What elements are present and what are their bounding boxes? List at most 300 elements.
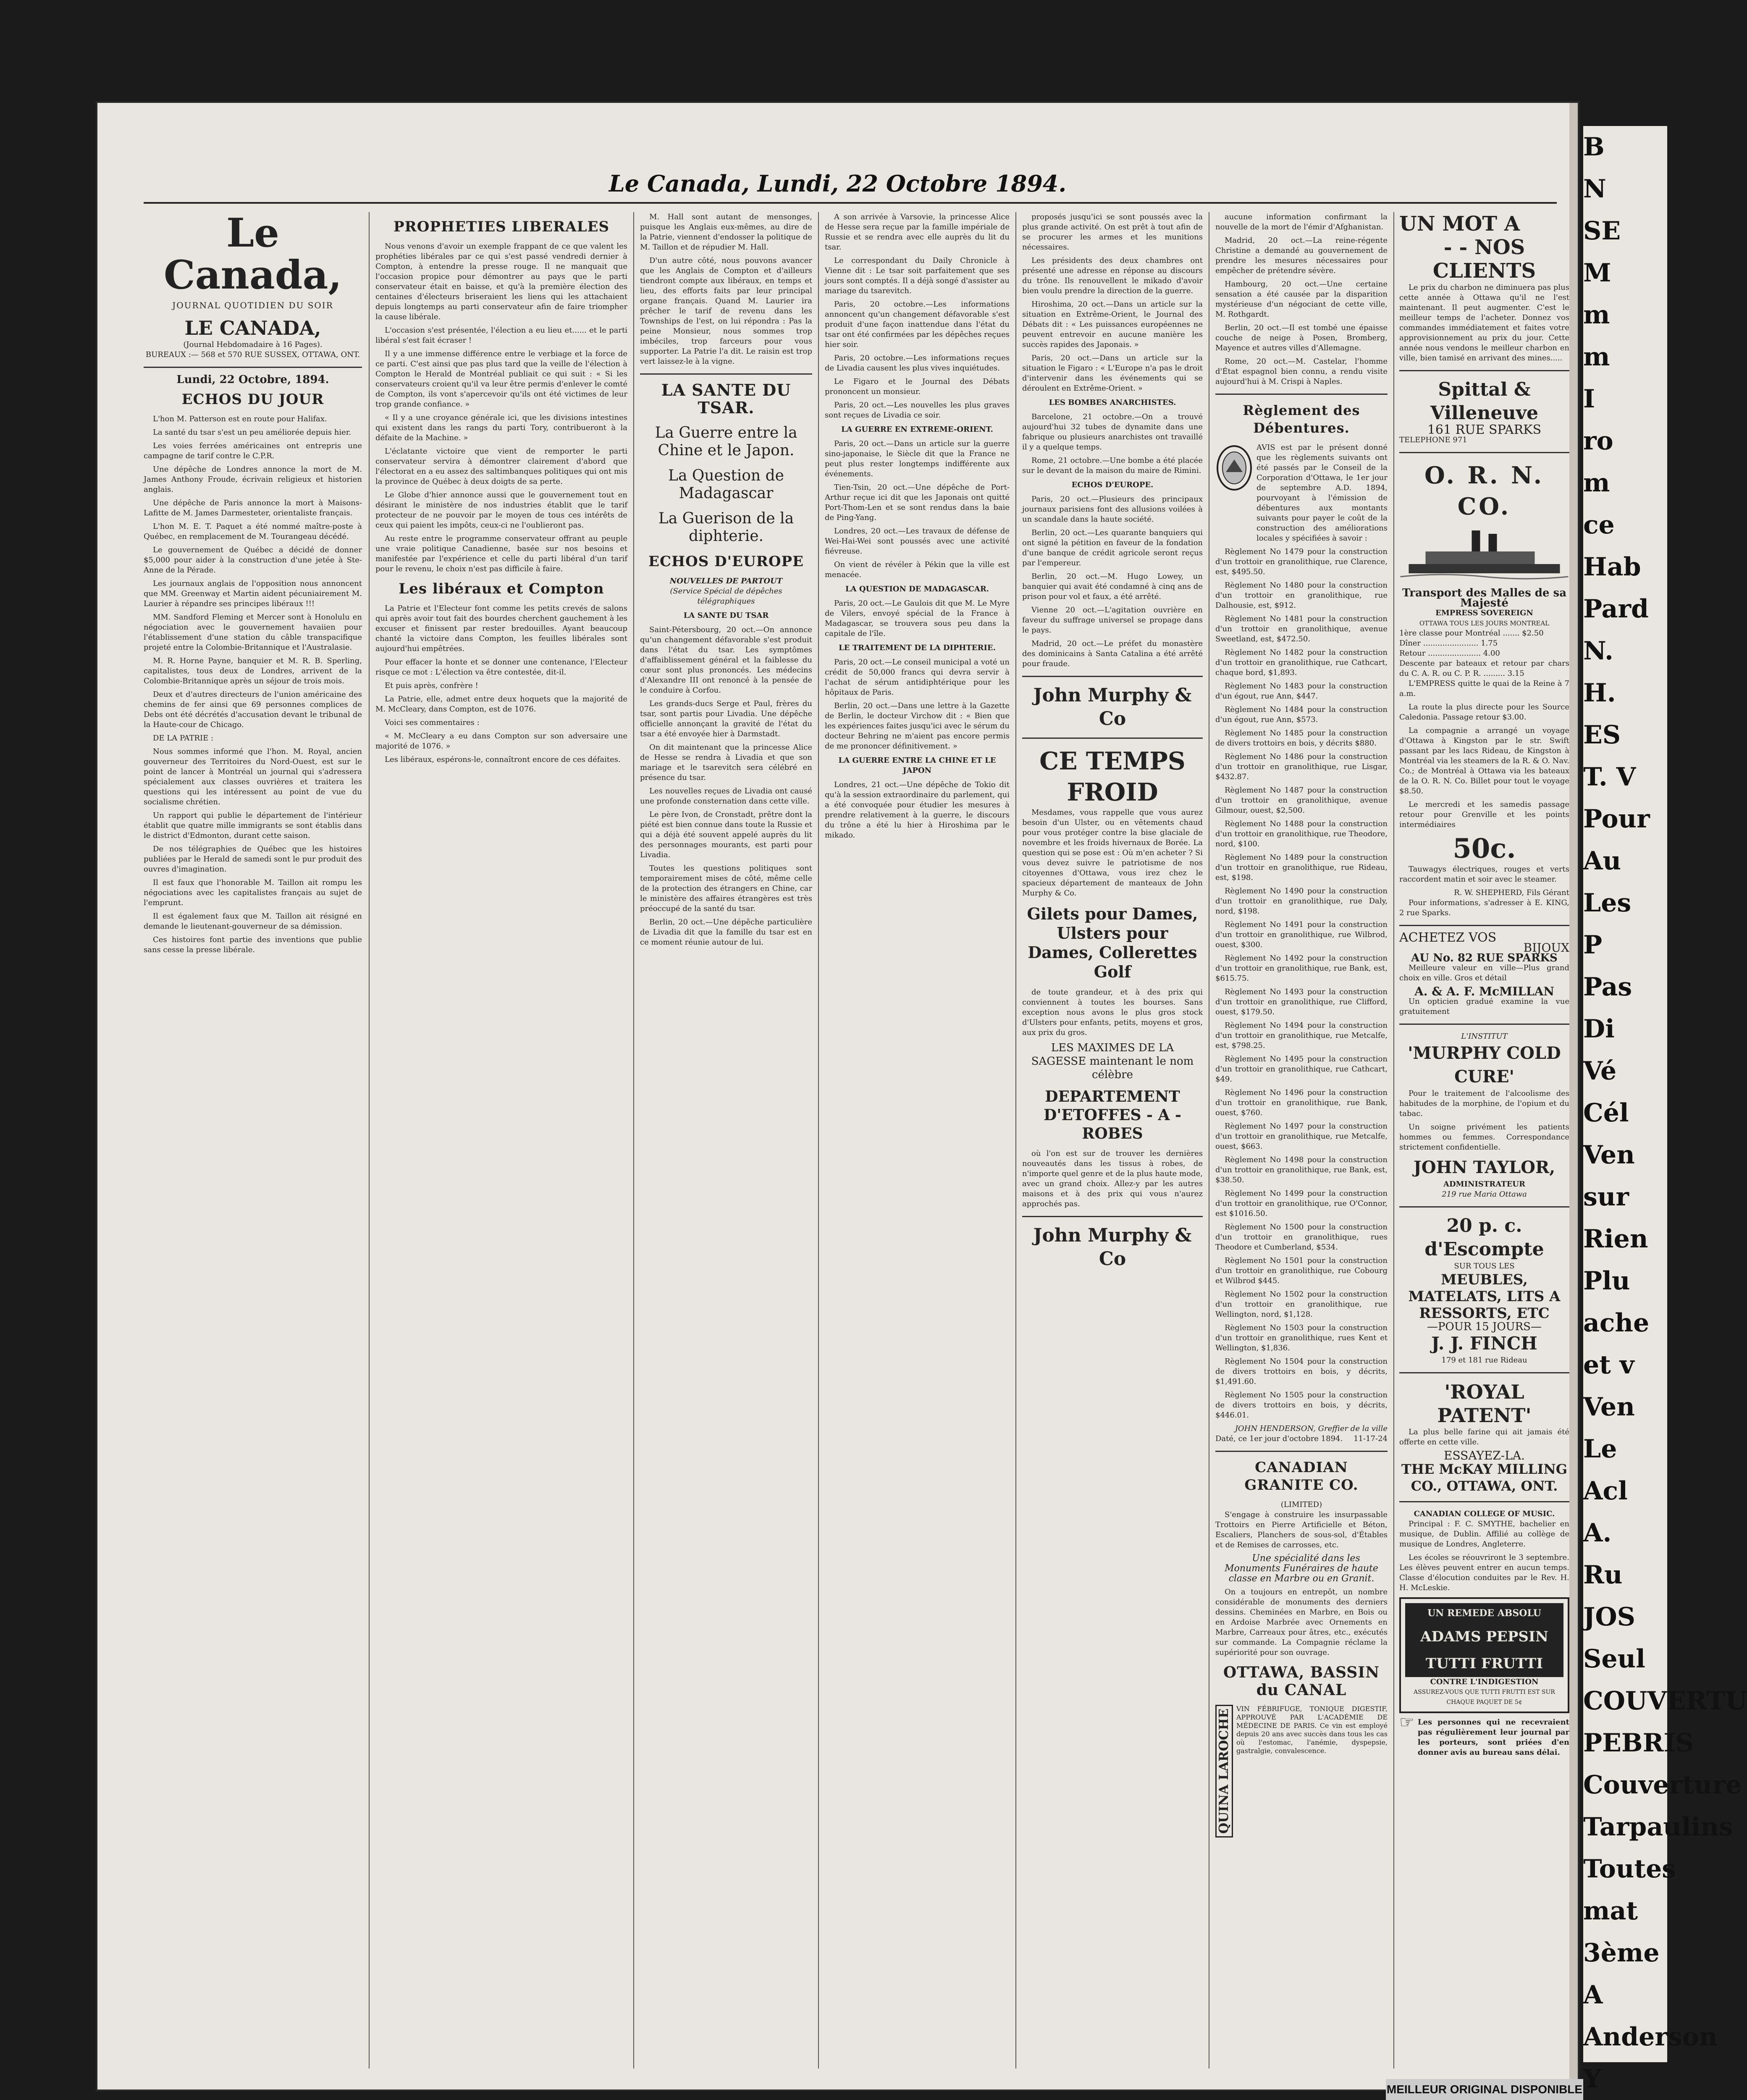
paragraph: Un rapport qui publie le département de l'intérieur établit que quatre mille immigrants se sont établis dans le district d'Edmonton, durant cette saison.	[144, 811, 362, 840]
paragraph: Voici ses commentaires :	[385, 718, 480, 727]
ad-text: SUR TOUS LES	[1454, 1262, 1515, 1270]
adjacent-page-line: Di	[1583, 1014, 1615, 1044]
ad-dress-department: DEPARTEMENT D'ETOFFES - A - ROBES	[1044, 1088, 1181, 1142]
microfilm-stamp: MEILLEUR ORIGINAL DISPONIBLE	[1386, 2079, 1583, 2100]
fare-line: 1ère classe pour Montréal ....... $2.50	[1399, 629, 1544, 638]
ad-text: Un opticien gradué examine la vue gratuitement	[1399, 997, 1569, 1016]
paragraph: Londres, 20 oct.—Les travaux de défense de Wei-Hai-Wei sont poussés avec une activité fiévreuse.	[825, 527, 1010, 556]
paragraph: La Patrie et l'Electeur font comme les petits crevés de salons qui après avoir tout fait des bourdes cherchent gauchement à les excuser et finissent par rester bredouilles. Ayant beaucoup chanté la victoire dans Compton, les feuilles libérales sont aujourd'hui empêtrées.	[375, 604, 627, 653]
article-title: LES BOMBES ANARCHISTES.	[1049, 398, 1176, 407]
ad-text: Tauwagys électriques, rouges et verts raccordent matin et soir avec le steamer.	[1399, 865, 1569, 884]
paragraph: « M. McCleary a eu dans Compton sur son adversaire une majorité de 1076. »	[375, 732, 627, 751]
adjacent-page-line: Seul	[1583, 1644, 1645, 1674]
adjacent-page-line: Plu	[1583, 1266, 1630, 1296]
adjacent-page-line: m	[1583, 300, 1610, 330]
ad-quina	[1215, 1705, 1388, 1838]
paragraph: Saint-Pétersbourg, 20 oct.—On annonce qu'un changement défavorable s'est produit dans l'état du tsar. Les symptômes d'affaiblissement général et la faiblesse du cœur sont plus prononcés. Les médecins d'Alexandre III ont renoncé à la pensée de le conduire à Corfou.	[640, 625, 812, 695]
bylaw-item: Règlement No 1494 pour la construction d'un trottoir en granolithique, rue Metcalfe, est, $798.25.	[1215, 1021, 1388, 1050]
city-seal-icon	[1215, 443, 1253, 493]
ad-text: Meilleure valeur en ville—Plus grand choix en ville. Gros et détail	[1399, 963, 1569, 982]
notice-ref: 11-17-24	[1354, 1434, 1388, 1443]
bylaw-item: Règlement No 1489 pour la construction d'un trottoir en granolithique, rue Rideau, est, $198.	[1215, 853, 1388, 882]
masthead-title: Le Canada, Lundi, 22 Octobre 1894.	[609, 170, 1067, 197]
ad-canal-basin: OTTAWA, BASSIN du CANAL	[1223, 1664, 1380, 1699]
column-2	[375, 212, 627, 2068]
ad-text: Les personnes qui ne recevraient pas régulièrement leur journal par les porteurs, sont priées d'en donner avis au bureau sans délai.	[1417, 1718, 1569, 1757]
article-title: LA GUERRE EN EXTREME-ORIENT.	[841, 425, 993, 434]
ad-pepsin-line: ADAMS PEPSIN	[1405, 1623, 1563, 1650]
paragraph: Berlin, 20 oct.—Dans une lettre à la Gazette de Berlin, le docteur Virchow dit : « Bien que les expériences faites jusqu'ici avec le sérum du docteur Behring ne m'aient pas encore permis de me prononcer définitivement. »	[825, 701, 1010, 751]
paragraph: Les présidents des deux chambres ont présenté une adresse en réponse au discours du trône. Ils renouvellent le mikado d'avoir bien voulu prendre la direction de la guerre.	[1022, 256, 1203, 295]
adjacent-page-line: 3ème A	[1583, 1938, 1660, 2010]
column-7	[1399, 212, 1569, 2068]
bylaw-item: Règlement No 1488 pour la construction d'un trottoir en granolithique, rue Theodore, nord, $100.	[1215, 819, 1388, 848]
ad-address: 161 RUE SPARKS	[1427, 423, 1542, 437]
ad-text: VIN FÉBRIFUGE, TONIQUE DIGESTIF, APPROUVÉ PAR L'ACADÉMIE DE MÉDECINE DE PARIS. Ce vin est employé depuis 20 ans avec succès dans tous les cas où l'estomac, l'anémie, dyspepsie, gastralgie, convalescence.	[1236, 1705, 1388, 1755]
article-body	[825, 657, 1010, 751]
adjacent-page-line: Rien	[1583, 1224, 1648, 1254]
ad-text: On a toujours en entrepôt, un nombre considérable de monuments des derniers dessins. Cheminées en Marbre, en Bois ou en Ardoise Marbrée avec Ornements en Marbre, Carreaux pour âtres, etc., exécutés sur commande. La Compagnie réclame la supériorité pour son ouvrage.	[1215, 1588, 1388, 1657]
ad-text: Un soigne privément les patients hommes ou femmes. Correspondance strictement confidentielle.	[1399, 1123, 1569, 1152]
bylaw-item: Règlement No 1492 pour la construction d'un trottoir en granolithique, rue Bank, est, $615.75.	[1215, 954, 1388, 983]
bylaw-item: Règlement No 1503 pour la construction d'un trottoir en granolithique, rues Kent et Wellington, $1,836.	[1215, 1323, 1388, 1352]
adjacent-page-line: PEBRIS	[1583, 1728, 1694, 1758]
paragraph: Berlin, 20 oct.—Une dépêche particulière de Livadia dit que la famille du tsar est en ce moment réunie autour de lui.	[640, 918, 812, 947]
bylaw-item: Règlement No 1485 pour la construction de divers trottoirs en bois, y décrits $880.	[1215, 729, 1388, 748]
column-rule	[1393, 212, 1394, 2068]
column-6	[1215, 212, 1388, 2068]
ad-vests: Gilets pour Dames, Ulsters pour Dames, Collerettes Golf	[1027, 904, 1198, 981]
subheading: NOUVELLES DE PARTOUT	[669, 577, 783, 585]
ad-orn: O. R. N. CO.	[1424, 462, 1545, 520]
paragraph: Rome, 20 oct.—M. Castelar, l'homme d'État espagnol bien connu, a rendu visite aujourd'hui à M. Crispi à Naples.	[1215, 357, 1388, 386]
ad-transport: Transport des Malles de sa Majesté	[1402, 587, 1567, 609]
ad-quina-title: QUINA LAROCHE	[1215, 1705, 1233, 1838]
article-body	[825, 439, 1010, 580]
adjacent-page-line: I	[1583, 384, 1595, 414]
divider	[1022, 1216, 1203, 1217]
paragraph: L'éclatante victoire que vient de remporter le parti conservateur servira à démontrer clairement d'abord que l'électorat en a eu assez des saltimbanques politiques qui ont mis la province de Québec à deux doigts de sa perte.	[375, 447, 627, 486]
ad-pepsin-line: ASSUREZ-VOUS QUE TUTTI FRUTTI EST SUR CHAQUE PAQUET DE 5¢	[1414, 1689, 1555, 1706]
adjacent-page-line: Pas	[1583, 972, 1632, 1002]
ad-address: AU No. 82 RUE SPARKS	[1411, 952, 1558, 964]
paragraph: Paris, 20 oct.—Plusieurs des principaux journaux parisiens font des allusions voilées à un scandale dans la haute société.	[1022, 495, 1203, 524]
adjacent-page-line: ES	[1583, 720, 1621, 750]
divider	[1399, 452, 1569, 453]
ad-title: - - NOS CLIENTS	[1432, 236, 1536, 283]
article-body	[375, 242, 627, 574]
divider	[1399, 1372, 1569, 1373]
bylaw-item: Règlement No 1486 pour la construction d'un trottoir en granolithique, rue Lisgar, $432.87.	[1215, 752, 1388, 781]
paragraph: Vienne 20 oct.—L'agitation ouvrière en faveur du suffrage universel se propage dans le pays.	[1022, 606, 1203, 635]
masthead-rule	[144, 202, 1557, 204]
paragraph: Pour effacer la honte et se donner une contenance, l'Electeur risque ce mot : L'élection va être contestée, dit-il.	[375, 658, 627, 677]
paragraph: D'un autre côté, nous pouvons avancer que les Anglais de Compton et d'ailleurs tiendront compte aux libéraux, en temps et lieu, des efforts faits par leur principal organe français. Quand M. Laurier ira prêcher le tarif de revenu dans les Townships de l'est, on lui répondra : Pas la peine Monsieur, nous sommes trop imbéciles, trop farceurs pour vous supporter. La Patrie l'a dit. Le raisin est trop vert laissez-le à la vigne.	[640, 256, 812, 366]
paragraph: Deux et d'autres directeurs de l'union américaine des chemins de fer ainsi que 69 personnes complices de Debs ont été décrétés d'accusation devant le tribunal de la Haute-cour de Chicago.	[144, 690, 362, 729]
paragraph: A son arrivée à Varsovie, la princesse Alice de Hesse sera reçue par la famille impériale de Russie et se rendra avec elle auprès du lit du tsar.	[825, 213, 1010, 252]
paragraph: Les nouvelles reçues de Livadia ont causé une profonde consternation dans cette ville.	[640, 787, 812, 806]
paragraph: La Patrie, elle, admet entre deux hoquets que la majorité de M. McCleary, dans Compton, est de 1076.	[375, 695, 627, 714]
bureau-address: BUREAUX :— 568 et 570 RUE SUSSEX, OTTAWA, ONT.	[145, 350, 360, 359]
paragraph: On vient de révéler à Pékin que la ville est menacée.	[825, 560, 1010, 579]
paragraph: Les libéraux, espérons-le, connaîtront encore de ces défaites.	[385, 755, 621, 764]
article-title: ECHOS D'EUROPE.	[1071, 480, 1154, 489]
adjacent-page-line: Ru	[1583, 1560, 1623, 1590]
ad-institute: L'INSTITUT	[1461, 1032, 1508, 1041]
bylaw-list	[1215, 547, 1388, 1420]
ad-admin: ADMINISTRATEUR	[1443, 1180, 1525, 1189]
subheading: La Guerison de la diphterie.	[658, 510, 794, 545]
adjacent-page-line: ache	[1583, 1308, 1650, 1338]
article-body	[1022, 412, 1203, 476]
article-body	[825, 212, 1010, 420]
adjacent-page-line: ce	[1583, 510, 1615, 540]
article-body	[1215, 212, 1388, 387]
ad-furniture: MEUBLES, MATELATS, LITS A RESSORTS, ETC	[1408, 1271, 1561, 1322]
bylaw-item: Règlement No 1484 pour la construction d'un égout, rue Ann, $573.	[1215, 705, 1388, 724]
adjacent-page-line: SE	[1583, 216, 1621, 246]
paragraph: Madrid, 20 oct.—La reine-régente Christine a demandé au gouvernement de prendre les mesures nécessaires pour empêcher de prétendre sévère.	[1215, 236, 1388, 275]
adjacent-page-line: Tarpaulins	[1583, 1812, 1733, 1842]
ad-cold-weather: CE TEMPS FROID	[1039, 747, 1186, 806]
paragraph: Paris, 20 oct.—Dans un article sur la situation le Figaro : « L'Europe n'a pas le droit d'intervenir dans les événements qui se déroulent en Extrême-Orient. »	[1022, 354, 1203, 393]
adjacent-page-line: Anderson	[1583, 2022, 1718, 2052]
bylaw-item: Règlement No 1499 pour la construction d'un trottoir en granolithique, rue O'Connor, est $1016.50.	[1215, 1189, 1388, 1218]
article-body	[375, 604, 627, 765]
ad-price: 50c.	[1453, 833, 1516, 864]
adjacent-page-line: Pard	[1583, 594, 1649, 624]
divider	[1399, 925, 1569, 926]
service-note: (Service Spécial de dépêches télégraphiques	[670, 587, 782, 606]
paragraph: Londres, 21 oct.—Une dépêche de Tokio dit qu'à la session extraordinaire du parlement, qui a été convoquée pour étudier les mesures à prendre relativement à la guerre, le discours du trône a été lu hier à Hiroshima par le mikado.	[825, 780, 1010, 840]
newspaper-logo: Le Canada,	[163, 210, 342, 298]
bylaw-item: Règlement No 1502 pour la construction d'un trottoir en granolithique, rue Wellington, nord, $1,128.	[1215, 1290, 1388, 1319]
ad-subscribers	[1399, 1713, 1569, 1761]
paragraph: De nos télégraphies de Québec que les histoires publiées par le Herald de samedi sont le pur produit des ouvres d'imagination.	[144, 845, 362, 874]
paragraph: Berlin, 20 oct.—Les quarante banquiers qui ont signé la pétition en faveur de la fondation d'une banque de crédit agricole seront reçus par l'empereur.	[1022, 528, 1203, 567]
ad-text: La route la plus directe pour les Source Caledonia. Passage retour $3.00.	[1399, 703, 1569, 722]
ad-college: CANADIAN COLLEGE OF MUSIC.	[1414, 1509, 1555, 1518]
adjacent-page-line: COUVERTU	[1583, 1686, 1747, 1716]
subheading: La Guerre entre la Chine et le Japon.	[655, 424, 797, 459]
adjacent-page-line: m	[1583, 468, 1610, 498]
paragraph: Ces histoires font partie des inventions que publie sans cesse la presse libérale.	[144, 935, 362, 954]
paragraph: Il y a une immense différence entre le verbiage et la force de ce parti. C'est ainsi que pas plus tard que la veille de l'élection à Compton le Herald de Montréal publiait ce qui suit : « Si les conservateurs croient qu'il va leur être permis d'enlever le comté de Compton, ils vont s'apercevoir qu'ils ont été victimes de leur trop grande confiance. »	[375, 349, 627, 409]
ad-phone: TELEPHONE 971	[1399, 436, 1467, 444]
paragraph: Et puis après, confrère !	[385, 681, 478, 690]
paragraph: Nous venons d'avoir un exemple frappant de ce que valent les prophéties libérales par ce qui s'est passé vendredi dernier à Compton, à entendre la presse rouge. Il ne manquait que l'occasion propice pour démontrer au pays que le parti conservateur était en baisse, et qu'à la première élection des centaines d'électeurs briseraient les liens qui les attachaient depuis longtemps au parti conservateur afin de faire triompher la cause libérale.	[375, 242, 627, 321]
paragraph: L'hon M. Patterson est en route pour Halifax.	[153, 415, 327, 423]
paragraph: aucune information confirmant la nouvelle de la mort de l'émir d'Afghanistan.	[1215, 213, 1388, 231]
article-body	[825, 598, 1010, 639]
bylaw-item: Règlement No 1493 pour la construction d'un trottoir en granolithique, rue Clifford, ouest, $179.50.	[1215, 987, 1388, 1016]
ad-pepsin-line: UN REMEDE ABSOLU	[1405, 1603, 1563, 1623]
column-rule	[369, 212, 370, 2068]
adjacent-page-line: N	[1583, 174, 1606, 204]
ad-discount: 20 p. c. d'Escompte	[1424, 1215, 1544, 1260]
bylaw-item: Règlement No 1500 pour la construction d'un trottoir en granolithique, rues Theodore et Cumberland, $534.	[1215, 1223, 1388, 1252]
ad-mcmillan: A. & A. F. McMILLAN	[1414, 984, 1554, 998]
steamship-icon	[1399, 522, 1569, 585]
paragraph: La santé du tsar s'est un peu améliorée depuis hier.	[153, 428, 351, 437]
ad-text: La plus belle farine qui ait jamais été offerte en cette ville.	[1399, 1428, 1569, 1446]
article-body	[825, 780, 1010, 840]
column-5	[1022, 212, 1203, 2068]
ad-text: S'engage à construire les insurpassable Trottoirs en Pierre Artificielle et Béton, Escaliers, Planchers de sous-sol, d'Étables et de Remises de carrosses, etc.	[1215, 1510, 1388, 1549]
column-4	[825, 212, 1010, 2068]
page-fold	[1569, 103, 1578, 2090]
paragraph: Le correspondant du Daily Chronicle à Vienne dit : Le tsar soit parfaitement que ses jours sont comptés. Il a déjà songé d'assister au mariage du tsarevitch.	[825, 256, 1010, 295]
ad-mckay: THE McKAY MILLING CO., OTTAWA, ONT.	[1401, 1461, 1568, 1494]
paragraph: Au reste entre le programme conservateur offrant au peuple une vraie politique Canadienne, basée sur nos besoins et manifestée par l'expérience et celle du parti libéral d'un tarif pour le revenu, le choix n'est pas difficile à faire.	[375, 534, 627, 573]
adjacent-page-line: Ven	[1583, 1392, 1635, 1422]
ad-text: de toute grandeur, et à des prix qui conviennent à toutes les bourses. Sans exception nous avons le plus gros stock d'Ulsters pour enfants, petits, moyens et gros, aux prix du gros.	[1022, 988, 1203, 1037]
fare-line: Dîner ....................... 1.75	[1399, 639, 1498, 648]
paragraph: Paris, 20 octobre.—Les informations reçues de Livadia causent les plus vives inquiétudes.	[825, 354, 1010, 373]
paragraph: Les voies ferrées américaines ont entrepris une campagne de tarif contre le C.P.R.	[144, 441, 362, 460]
paragraph: Paris, 20 oct.—Dans un article sur la guerre sino-japonaise, le Siècle dit que la France ne peut plus rester longtemps indifférente aux événements.	[825, 439, 1010, 478]
bylaw-item: Règlement No 1491 pour la construction d'un trottoir en granolithique, rue Wilbrod, ouest, $300.	[1215, 920, 1388, 949]
ad-text: La compagnie a arrangé un voyage d'Ottawa à Kingston par le str. Swift passant par les lacs Rideau, de Kingston à Montréal via les steamers de la R. & O. Nav. Co.; de Montréal à Ottawa via les bateaux de la O. R. N. Co. Billet pour tout le voyage $8.50.	[1399, 726, 1569, 795]
bylaw-item: Règlement No 1481 pour la construction d'un trottoir en granolithique, avenue Sweetland, est, $472.50.	[1215, 614, 1388, 643]
divider	[640, 373, 812, 375]
paragraph: Berlin, 20 oct.—M. Hugo Lowey, un banquier qui avait été condamné à cinq ans de prison pour vol et faux, a été arrêté.	[1022, 572, 1203, 601]
paragraph: Paris, 20 oct.—Les nouvelles les plus graves sont reçues de Livadia ce soir.	[825, 401, 1010, 420]
fare-line: Retour ...................... 4.00	[1399, 649, 1500, 658]
paragraph: Le gouvernement de Québec a décidé de donner $5,000 pour aider à la construction d'une jetée à Ste-Anne de la Pérade.	[144, 546, 362, 575]
ad-address: 219 rue Maria Ottawa	[1442, 1190, 1527, 1199]
article-title: LA SANTE DU TSAR.	[661, 381, 791, 417]
adjacent-page-line: N.	[1583, 636, 1613, 666]
notice-date: Daté, ce 1er jour d'octobre 1894.	[1215, 1434, 1343, 1443]
adjacent-page-text	[1583, 126, 1747, 2100]
paragraph: Tien-Tsin, 20 oct.—Une dépêche de Port-Arthur reçue ici dit que les Japonais ont quitté Port-Thom-Len et se sont rendus dans la baie de Ping-Yang.	[825, 483, 1010, 522]
adjacent-page-line: Pour	[1583, 804, 1650, 834]
bylaw-item: Règlement No 1479 pour la construction d'un trottoir en granolithique, rue Clarence, est, $495.50.	[1215, 547, 1388, 576]
signature: JOHN HENDERSON, Greffier de la ville	[1235, 1424, 1388, 1433]
weekly-note: (Journal Hebdomadaire à 16 Pages).	[183, 340, 323, 349]
paragraph: MM. Sandford Fleming et Mercer sont à Honolulu en négociation avec le gouvernement havaiien pour l'établissement d'une station du câble transpacifique projeté entre la Colombie-Britannique et l'Australasie.	[144, 613, 362, 652]
ad-days: —POUR 15 JOURS—	[1427, 1320, 1542, 1333]
fare-line: Descente par bateaux et retour par chars du C. A. R. ou C. P. R. ......... 3.15	[1399, 659, 1569, 678]
ad-text: Le mercredi et les samedis passage retour pour Grenville et les points intermédiaires	[1399, 800, 1569, 829]
divider	[1215, 394, 1388, 395]
divider	[1399, 1024, 1569, 1025]
paragraph: Une dépêche de Paris annonce la mort à Maisons-Lafitte de M. James Darmesteter, orientaliste français.	[144, 499, 362, 517]
subheading: ECHOS D'EUROPE	[648, 553, 804, 570]
paragraph: Hiroshima, 20 oct.—Dans un article sur la situation en Extrême-Orient, le Journal des Débats dit : « Les puissances européennes ne peuvent entrevoir en aucune manière les succès rapides des Japonais. »	[1022, 300, 1203, 349]
ad-maxims: LES MAXIMES DE LA SAGESSE maintenant le nom célèbre	[1031, 1042, 1194, 1081]
bylaw-item: Règlement No 1482 pour la construction d'un trottoir en granolithique, rue Cathcart, chaque bord, $1,893.	[1215, 648, 1388, 677]
newspaper-page	[97, 103, 1578, 2090]
adjacent-page-line: Au	[1583, 846, 1621, 876]
ad-murphy-footer: John Murphy & Co	[1033, 1225, 1192, 1270]
paragraph: Il est faux que l'honorable M. Taillon ait rompu les négociations avec les capitalistes français au sujet de l'emprunt.	[144, 878, 362, 907]
adjacent-page-line: H.	[1583, 678, 1616, 708]
paragraph: M. Hall sont autant de mensonges, puisque les Anglais eux-mêmes, au dire de la Patrie, viennent d'endosser la politique de M. Taillon et de répudier M. Hall.	[640, 213, 812, 252]
ad-text: Mesdames, vous rappelle que vous aurez besoin d'un Ulster, ou en vêtements chaud pour vous protéger contre la bise glaciale de novembre et les froids hivernaux de Borée. La question qui se pose est : Où m'en acheter ? Si vous devez suivre le patriotisme de nos citoyennes d'Ottawa, vous irez chez le spacieux département de manteaux de John Murphy & Co.	[1022, 808, 1203, 898]
article-title: LE TRAITEMENT DE LA DIPHTERIE.	[839, 643, 996, 652]
paragraph: L'occasion s'est présentée, l'élection a eu lieu et...... et le parti libéral s'est fait écraser !	[375, 326, 627, 345]
paragraph: DE LA PATRIE :	[153, 734, 214, 743]
paragraph: Le Globe d'hier annonce aussi que le gouvernement tout en désirant le ministère de nos industries établit que le tarif protecteur de ne pouvoir par le moyen de tous ces intérêts de ceux qui paient les impôts, ceux-ci ne l'oublieront pas.	[375, 491, 627, 530]
notice-footer	[1215, 1434, 1388, 1444]
adjacent-page-line: et v	[1583, 1350, 1634, 1380]
paragraph: Berlin, 20 oct.—Il est tombé une épaisse couche de neige à Posen, Bromberg, Mayence et autres villes d'Allemagne.	[1215, 323, 1388, 352]
ad-pepsin-line: CONTRE L'INDIGESTION	[1430, 1677, 1539, 1686]
paragraph: Une dépêche de Londres annonce la mort de M. James Anthony Froude, écrivain religieux et historien anglais.	[144, 465, 362, 494]
column-rule	[633, 212, 634, 2068]
tagline: JOURNAL QUOTIDIEN DU SOIR	[172, 300, 333, 310]
article-title: Les libéraux et Compton	[399, 580, 604, 597]
article-title: Règlement des Débentures.	[1243, 402, 1360, 436]
column-rule	[1015, 212, 1016, 2068]
bylaw-item: Règlement No 1495 pour la construction d'un trottoir en granolithique, rue Cathcart, $49.	[1215, 1055, 1388, 1084]
adjacent-page-line: Le	[1583, 1434, 1617, 1464]
ad-granite-title: CANADIAN GRANITE CO.	[1244, 1459, 1359, 1494]
paragraph: Toutes les questions politiques sont temporairement mises de côté, même celle de la protection des étrangers en Chine, car le ministère des affaires étrangères est très préoccupé de la santé du tsar.	[640, 864, 812, 913]
ad-signature: R. W. SHEPHERD, Fils Gérant	[1454, 888, 1569, 897]
article-title: LA QUESTION DE MADAGASCAR.	[845, 585, 989, 593]
ad-royal-patent: 'ROYAL PATENT'	[1437, 1381, 1532, 1427]
article-body	[1022, 494, 1203, 669]
paragraph: « Il y a une croyance générale ici, que les divisions intestines qui existent dans les rangs du parti Tory, contribueront à la défaite de la Machine. »	[375, 413, 627, 442]
ad-address: 179 et 181 rue Rideau	[1441, 1356, 1527, 1365]
paragraph: proposés jusqu'ici se sont poussés avec la plus grande activité. On est prêt à tout afin de se procurer les armes et les munitions nécessaires.	[1022, 213, 1203, 252]
ad-fares	[1399, 628, 1569, 679]
paragraph: Hambourg, 20 oct.—Une certaine sensation a été causée par la disparition mystérieuse d'un négociant de cette ville, M. Rothgardt.	[1215, 280, 1388, 319]
ad-spittal: Spittal & Villeneuve	[1430, 379, 1539, 424]
ad-text: Les écoles se réouvriront le 3 septembre. Les élèves peuvent entrer en aucun temps. Classe d'élocution conduites par le Rev. H. H. McLeskie.	[1399, 1553, 1569, 1592]
ad-murphy-title: John Murphy & Co	[1033, 685, 1192, 730]
ad-text: Pour le traitement de l'alcoolisme des habitudes de la morphine, de l'opium et du tabac.	[1399, 1089, 1569, 1118]
paragraph: Les grands-ducs Serge et Paul, frères du tsar, sont partis pour Livadia. Une dépêche officielle annonçant la gravité de l'état du tsar a été envoyée hier à Darmstadt.	[640, 699, 812, 738]
adjacent-page-line: M	[1583, 258, 1611, 288]
issue-date: Lundi, 22 Octobre, 1894.	[176, 373, 329, 386]
bylaw-item: Règlement No 1490 pour la construction d'un trottoir en granolithique, rue Daly, nord, $198.	[1215, 887, 1388, 916]
ad-text: L'EMPRESS quitte le quai de la Reine à 7 a.m.	[1399, 679, 1569, 698]
adjacent-page-line: A.	[1583, 1518, 1612, 1548]
ad-taylor: JOHN TAYLOR,	[1413, 1158, 1556, 1177]
paragraph: Barcelone, 21 octobre.—On a trouvé aujourd'hui 32 tubes de dynamite dans une fabrique ou plusieurs anarchistes ont travaillé il y a quelque temps.	[1022, 412, 1203, 452]
paragraph: Paris, 20 oct.—Le Gaulois dit que M. Le Myre de Vilers, envoyé spécial de la France à Madagascar, se trouvera sous peu dans la capitale de l'île.	[825, 599, 1010, 638]
paragraph: Madrid, 20 oct.—Le préfet du monastère des dominicains à Santa Catalina a été arrêté pour fraude.	[1022, 639, 1203, 668]
ad-text: Pour informations, s'adresser à E. KING, 2 rue Sparks.	[1399, 898, 1569, 917]
adjacent-page-line: sur	[1583, 1182, 1629, 1212]
pointing-hand-icon: ☞	[1399, 1713, 1414, 1732]
paragraph: Il est également faux que M. Taillon ait résigné en demande le lieutenant-gouverneur de sa démission.	[144, 912, 362, 931]
notice-text: AVIS est par le présent donné que les règlements suivants ont été passés par le Conseil de la Corporation d'Ottawa, le 1er jour de septembre A.D. 1894, pourvoyant à l'émission de débentures aux montants suivants pour payer le coût de la construction des améliorations locales y spécifiées à savoir :	[1256, 443, 1388, 543]
bylaw-item: Règlement No 1505 pour la construction de divers trottoirs en bois, y décrits, $446.01.	[1215, 1391, 1388, 1420]
divider	[1022, 738, 1203, 739]
article-body	[640, 625, 812, 948]
paragraph: On dit maintenant que la princesse Alice de Hesse se rendra à Livadia et que son mariage et le tsarevitch sera célébré en présence du tsar.	[640, 743, 812, 782]
ad-pepsin-line: TUTTI FRUTTI	[1405, 1650, 1563, 1677]
divider	[1399, 1206, 1569, 1208]
adjacent-page-line: Cél	[1583, 1098, 1629, 1128]
ad-fares-head: OTTAWA TOUS LES JOURS MONTREAL	[1419, 620, 1550, 627]
adjacent-page-line: Couverture	[1583, 1770, 1742, 1800]
column-1	[144, 212, 362, 2068]
adjacent-page-line: B	[1583, 132, 1605, 162]
ad-granite-limited: (LIMITED)	[1280, 1500, 1322, 1509]
divider	[1215, 1451, 1388, 1452]
bylaw-item: Règlement No 1483 pour la construction d'un égout, rue Ann, $447.	[1215, 682, 1388, 701]
ad-text: Une spécialité dans les Monuments Funéraires de haute classe en Marbre ou en Granit.	[1225, 1553, 1378, 1584]
bylaw-item: Règlement No 1498 pour la construction d'un trottoir en granolithique, rue Bank, est, $38.50.	[1215, 1155, 1388, 1184]
paragraph: Le Figaro et le Journal des Débats prononcent un monsieur.	[825, 377, 1010, 396]
column-rule	[818, 212, 819, 2068]
adjacent-page-line: Toutes mat	[1583, 1854, 1676, 1926]
article-title: LA GUERRE ENTRE LA CHINE ET LE JAPON	[838, 756, 996, 775]
ad-murphy-cure: 'MURPHY COLD CURE'	[1408, 1043, 1561, 1087]
adjacent-page-line: Les	[1583, 888, 1632, 918]
adjacent-page-line: Vé	[1583, 1056, 1617, 1086]
column-3	[640, 212, 812, 2068]
paragraph: L'hon M. E. T. Paquet a été nommé maître-poste à Québec, en remplacement de M. Tourangeau décédé.	[144, 522, 362, 541]
paragraph: Rome, 21 octobre.—Une bombe a été placée sur le devant de la maison du maire de Rimini.	[1022, 456, 1203, 475]
adjacent-page-line: T. V	[1583, 762, 1636, 792]
divider	[1399, 1501, 1569, 1502]
adjacent-page-line: JOS	[1583, 1602, 1635, 1632]
bylaw-item: Règlement No 1504 pour la construction de divers trottoirs en bois, y décrits, $1,491.60.	[1215, 1357, 1388, 1386]
bylaw-item: Règlement No 1497 pour la construction d'un trottoir en granolithique, rue Metcalfe, ouest, $663.	[1215, 1122, 1388, 1151]
paragraph: Le père Ivon, de Cronstadt, prêtre dont la piété est bien connue dans toute la Russie et qui a déjà été souvent appelé auprès du lit des personnages mourants, est parti pour Livadia.	[640, 810, 812, 859]
bylaw-item: Règlement No 1487 pour la construction d'un trottoir en granolithique, avenue Gilmour, ouest, $2,500.	[1215, 786, 1388, 815]
weekly-name: LE CANADA,	[184, 317, 321, 339]
adjacent-page-line: ro	[1583, 426, 1613, 456]
divider	[1399, 370, 1569, 371]
masthead	[97, 103, 1578, 204]
article-body	[640, 212, 812, 367]
ad-text: Principal : F. C. SMYTHE, bachelier en musique, de Dublin. Affilié au collège de musique de Londres, Angleterre.	[1399, 1520, 1569, 1549]
paragraph: M. R. Horne Payne, banquier et M. R. B. Sperling, capitalistes, tous deux de Londres, arrivent de la Colombie-Britannique après un séjour de trois mois.	[144, 656, 362, 685]
ad-text: Le prix du charbon ne diminuera pas plus cette année à Ottawa qu'il ne l'est maintenant. Il peut augmenter. C'est le meilleur temps de l'acheter. Donnez vos commandes immédiatement et faites votre approvisionnement au prix du jour. Cette année nous vendons le meilleur charbon en ville, bien tamisé en arrivant des mines.....	[1399, 283, 1569, 362]
ad-title: UN MOT A	[1399, 212, 1520, 236]
ad-text: où l'on est sur de trouver les dernières nouveautés dans les tissus à robes, de n'importe quel genre et de la plus haute mode, avec un grand choix. Allez-y par les autres maisons et à des prix qui vous n'aurez approchés pas.	[1022, 1149, 1203, 1208]
ad-finch: J. J. FINCH	[1431, 1333, 1537, 1354]
article-title: PROPHETIES LIBERALES	[393, 218, 610, 235]
article-body	[144, 414, 362, 955]
ad-title: ACHETEZ VOS	[1399, 930, 1497, 945]
divider	[1022, 676, 1203, 677]
adjacent-page-line: Acl	[1583, 1476, 1628, 1506]
bylaw-item: Règlement No 1480 pour la construction d'un trottoir en granolithique, rue Dalhousie, est, $912.	[1215, 581, 1388, 610]
subheading: La Question de Madagascar	[668, 467, 784, 502]
bylaw-item: Règlement No 1501 pour la construction d'un trottoir en granolithique, rue Cobourg et Wilbrod $445.	[1215, 1256, 1388, 1285]
paragraph: Les journaux anglais de l'opposition nous annoncent que MM. Greenway et Martin aident pécuniairement M. Laurier à répandre ses principes libéraux !!!	[144, 579, 362, 608]
adjacent-page-line: Hab	[1583, 552, 1641, 582]
article-title: LA SANTE DU TSAR	[683, 611, 769, 620]
ad-title: BIJOUX	[1523, 941, 1569, 955]
adjacent-page-line: P	[1583, 930, 1603, 960]
notice	[1215, 443, 1388, 547]
ad-try-it: ESSAYEZ-LA.	[1444, 1449, 1525, 1462]
paragraph: Paris, 20 octobre.—Les informations annoncent qu'un changement défavorable s'est produit d'une façon inattendue dans l'état du tsar ont été confirmées par les dépêches reçues hier soir.	[825, 300, 1010, 349]
article-body	[1022, 212, 1203, 394]
ad-pepsin	[1399, 1597, 1569, 1713]
paragraph: Nous sommes informé que l'hon. M. Royal, ancien gouverneur des Territoires du Nord-Ouest, est sur le point de lancer à Montréal un journal qui s'adressera spécialement aux classes ouvrières et traitera les questions qui les intéressent au point de vue du socialisme chrétien.	[144, 747, 362, 806]
ad-ships: EMPRESS SOVEREIGN	[1435, 609, 1533, 617]
adjacent-page-line: Y	[1583, 2064, 1601, 2094]
divider	[144, 367, 362, 368]
adjacent-page-line: m	[1583, 342, 1610, 372]
bylaw-item: Règlement No 1496 pour la construction d'un trottoir en granolithique, rue Bank, ouest, $760.	[1215, 1088, 1388, 1117]
adjacent-page	[1583, 126, 1747, 2094]
adjacent-page-line: Ven	[1583, 1140, 1635, 1170]
section-title: ECHOS DU JOUR	[181, 391, 324, 408]
paragraph: Paris, 20 oct.—Le conseil municipal a voté un crédit de 50,000 francs qui devra servir à l'achat de sérum antidiphtérique pour les hôpitaux de Paris.	[825, 658, 1010, 697]
